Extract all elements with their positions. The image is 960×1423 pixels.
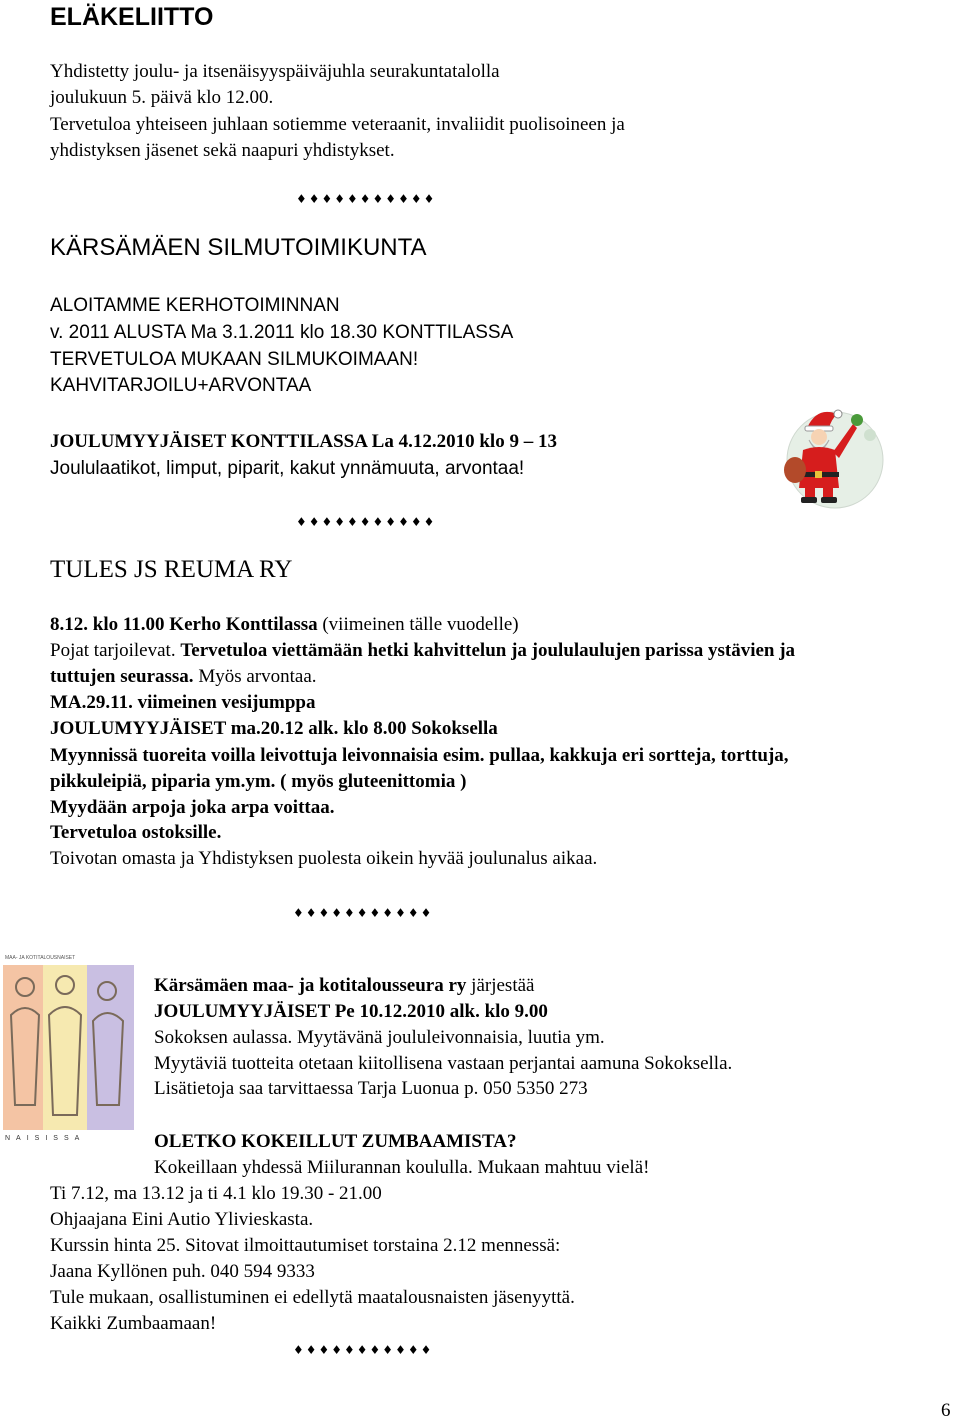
body-text: järjestää bbox=[466, 975, 535, 996]
body-line: Joululaatikot, limput, piparit, kakut ynnämuuta, arvontaa! bbox=[50, 458, 525, 479]
body-line: Kokeillaan yhdessä Miilurannan koululla. Mukaan mahtuu vielä! bbox=[154, 1157, 650, 1178]
body-line: Jaana Kyllönen puh. 040 594 9333 bbox=[50, 1261, 315, 1282]
body-line: MA.29.11. viimeinen vesijumppa bbox=[50, 692, 316, 713]
body-line: Ohjaajana Eini Autio Ylivieskasta. bbox=[50, 1209, 314, 1230]
body-line: v. 2011 ALUSTA Ma 3.1.2011 klo 18.30 KONTTILASSA bbox=[50, 322, 514, 343]
body-line: Tervetuloa yhteiseen juhlaan sotiemme veteraanit, invaliidit puolisoineen ja bbox=[50, 114, 625, 135]
body-bold-text: 8.12. klo 11.00 Kerho Konttilassa bbox=[50, 614, 318, 635]
body-bold-text: Tervetuloa viettämään hetki kahvittelun ja joululaulujen parissa ystävien ja bbox=[180, 640, 796, 661]
diamond-separator: ♦♦♦♦♦♦♦♦♦♦♦ bbox=[293, 1343, 434, 1357]
logo-text-bottom: NAISISSA bbox=[5, 1135, 86, 1142]
body-line: yhdistyksen jäsenet sekä naapuri yhdistykset. bbox=[50, 140, 395, 161]
body-line: KAHVITARJOILU+ARVONTAA bbox=[50, 375, 312, 396]
diamond-separator: ♦♦♦♦♦♦♦♦♦♦♦ bbox=[296, 515, 437, 529]
body-line: Tervetuloa ostoksille. bbox=[50, 822, 222, 843]
body-text: Myös arvontaa. bbox=[193, 666, 317, 687]
santa-claus-image bbox=[775, 400, 887, 512]
body-bold-text: tuttujen seurassa. bbox=[50, 666, 194, 687]
body-line bbox=[50, 638, 795, 663]
body-line: Toivotan omasta ja Yhdistyksen puolesta oikein hyvää joulunalus aikaa. bbox=[50, 848, 598, 869]
maa-ja-kotitalousnaiset-logo bbox=[3, 955, 134, 1160]
section-heading-zumba: OLETKO KOKEILLUT ZUMBAAMISTA? bbox=[154, 1131, 517, 1152]
body-line: Myynnissä tuoreita voilla leivottuja leivonnaisia esim. pullaa, kakkuja eri sortteja, torttuja, bbox=[50, 745, 789, 766]
market-title: JOULUMYYJÄISET Pe 10.12.2010 alk. klo 9.00 bbox=[154, 1001, 548, 1022]
body-line: Sokoksen aulassa. Myytävänä joululeivonnaisia, luutia ym. bbox=[154, 1027, 605, 1048]
body-line bbox=[50, 664, 317, 689]
diamond-separator: ♦♦♦♦♦♦♦♦♦♦♦ bbox=[296, 192, 437, 206]
diamond-separator: ♦♦♦♦♦♦♦♦♦♦♦ bbox=[293, 906, 434, 920]
body-line: Tule mukaan, osallistuminen ei edellytä maatalousnaisten jäsenyyttä. bbox=[50, 1287, 575, 1308]
body-line: Lisätietoja saa tarvittaessa Tarja Luonua p. 050 5350 273 bbox=[154, 1078, 588, 1099]
logo-text-top: MAA- JA KOTITALOUSNAISET bbox=[5, 955, 76, 961]
body-line bbox=[154, 973, 534, 998]
body-line: Myydään arpoja joka arpa voittaa. bbox=[50, 797, 335, 818]
body-text: (viimeinen tälle vuodelle) bbox=[317, 614, 519, 635]
page-number: 6 bbox=[941, 1400, 951, 1421]
section-heading-elakeliitto: ELÄKELIITTO bbox=[50, 3, 214, 31]
body-line: joulukuun 5. päivä klo 12.00. bbox=[50, 87, 274, 108]
body-line: Ti 7.12, ma 13.12 ja ti 4.1 klo 19.30 - 21.00 bbox=[50, 1183, 382, 1204]
body-line bbox=[50, 612, 519, 637]
body-line: pikkuleipiä, piparia ym.ym. ( myös gluteenittomia ) bbox=[50, 771, 467, 792]
body-bold-text: Kärsämäen maa- ja kotitalousseura ry bbox=[154, 975, 467, 996]
body-line: Kurssin hinta 25. Sitovat ilmoittautumiset torstaina 2.12 mennessä: bbox=[50, 1235, 561, 1256]
body-line: Kaikki Zumbaamaan! bbox=[50, 1313, 217, 1334]
logo-figures-image bbox=[3, 965, 134, 1130]
market-title: JOULUMYYJÄISET KONTTILASSA La 4.12.2010 klo 9 – 13 bbox=[50, 431, 557, 452]
body-line: Yhdistetty joulu- ja itsenäisyyspäiväjuhla seurakuntatalolla bbox=[50, 61, 500, 82]
body-text: Pojat tarjoilevat. bbox=[50, 640, 181, 661]
section-heading-silmutoimikunta: KÄRSÄMÄEN SILMUTOIMIKUNTA bbox=[50, 234, 427, 261]
body-line: TERVETULOA MUKAAN SILMUKOIMAAN! bbox=[50, 349, 419, 370]
section-heading-tules: TULES JS REUMA RY bbox=[50, 556, 293, 583]
body-line: ALOITAMME KERHOTOIMINNAN bbox=[50, 295, 340, 316]
body-line: Myytäviä tuotteita otetaan kiitollisena vastaan perjantai aamuna Sokoksella. bbox=[154, 1053, 733, 1074]
body-line: JOULUMYYJÄISET ma.20.12 alk. klo 8.00 Sokoksella bbox=[50, 718, 498, 739]
